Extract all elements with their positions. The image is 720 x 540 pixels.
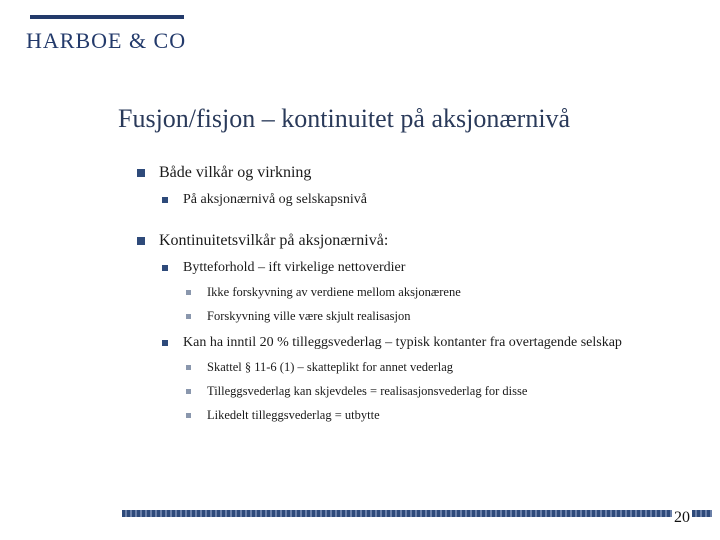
sub-bullet-text: Bytteforhold – ift virkelige nettoverdier (183, 260, 406, 275)
sub-sub-bullet-text: Likedelt tilleggsvederlag = utbytte (207, 408, 380, 422)
bullet-square-icon (186, 314, 191, 319)
sub-sub-bullet-text: Ikke forskyvning av verdiene mellom aksjonærene (207, 285, 461, 299)
sub-sub-bullet-text: Forskyvning ville være skjult realisasjon (207, 309, 411, 323)
sub-bullet-item (162, 192, 367, 208)
footer-bar (122, 510, 712, 517)
bullet-item (137, 164, 311, 182)
company-logo: HARBOE & CO (26, 28, 187, 53)
bullet-square-icon (162, 197, 168, 203)
sub-bullet-item (162, 260, 405, 276)
bullet-text: Kontinuitetsvilkår på aksjonærnivå: (159, 232, 389, 249)
bullet-square-icon (137, 169, 145, 177)
bullet-square-icon (137, 237, 145, 245)
bullet-item (137, 232, 388, 250)
bullet-square-icon (162, 265, 168, 271)
logo-bar (30, 15, 184, 19)
bullet-square-icon (186, 389, 191, 394)
sub-bullet-text: På aksjonærnivå og selskapsnivå (183, 192, 367, 207)
sub-sub-bullet-text: Skattel § 11-6 (1) – skatteplikt for annet vederlag (207, 360, 453, 374)
sub-sub-bullet-item (186, 309, 410, 324)
sub-sub-bullet-item (186, 408, 380, 423)
bullet-square-icon (186, 413, 191, 418)
sub-sub-bullet-item (186, 285, 461, 300)
sub-sub-bullet-item (186, 384, 527, 399)
bullet-square-icon (162, 340, 168, 346)
page-number: 20 (674, 509, 690, 526)
sub-sub-bullet-item (186, 360, 453, 375)
bullet-square-icon (186, 365, 191, 370)
sub-sub-bullet-text: Tilleggsvederlag kan skjevdeles = realisasjonsvederlag for disse (207, 384, 528, 398)
sub-bullet-item (162, 335, 622, 351)
bullet-text: Både vilkår og virkning (159, 164, 312, 181)
bullet-square-icon (186, 290, 191, 295)
sub-bullet-text: Kan ha inntil 20 % tilleggsvederlag – typisk kontanter fra overtagende selskap (183, 335, 622, 350)
slide-title: Fusjon/fisjon – kontinuitet på aksjonærnivå (118, 104, 571, 133)
